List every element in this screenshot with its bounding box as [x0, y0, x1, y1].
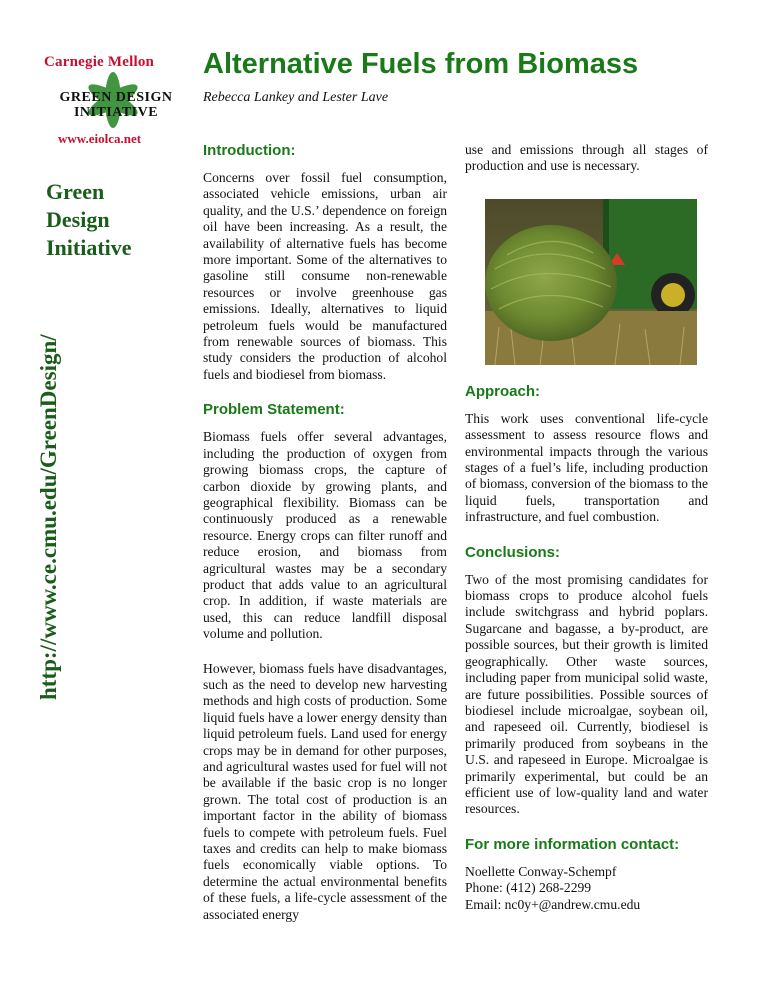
contact-heading: For more information contact: [465, 835, 680, 853]
introduction-body: Concerns over fossil fuel consumption, associated vehicle emissions, urban air quality, and the U.S.’ dependence on foreign oil have been increasing. As a result, the availability of alternative fuels has become more important. Some of the alternatives to gasoline still consume non-renewable resources or involve greenhouse gas emissions. Ideally, alternatives to liquid petroleum fuels would be manufactured from renewable sources of biomass. This study considers the production of alcohol fuels and biodiesel from biomass. [203, 170, 447, 382]
right-column [465, 142, 708, 913]
contact-phone: Phone: (412) 268-2299 [465, 880, 592, 896]
conclusions-body: Two of the most promising candidates for biomass crops to produce alcohol fuels include switchgrass and hybrid poplars. Sugarcane and bagasse, a by-product, are possible sources, but their growth is limited geographically. Other waste sources, including paper from municipal solid waste, are future possibilities. Possible sources of biodiesel include microalgae, soybean oil, and rapeseed oil. Currently, biodiesel is primarily produced from soybeans in the U.S. and rapeseed in Europe. Microalgae is primarily experimental, but could be an efficient use of low-quality land and water resources. [465, 571, 708, 817]
contact-name: Noellette Conway-Schempf [465, 863, 617, 879]
authors: Rebecca Lankey and Lester Lave [203, 90, 389, 105]
page-title: Alternative Fuels from Biomass [203, 48, 639, 80]
contact-email[interactable]: Email: nc0y+@andrew.cmu.edu [465, 896, 641, 912]
conclusions-heading: Conclusions: [465, 543, 561, 561]
initiative-line-3: Initiative [46, 235, 132, 260]
left-column [203, 142, 447, 923]
logo-line-1: GREEN DESIGN [59, 90, 173, 105]
problem-body-1: Biomass fuels offer several advantages, including the production of oxygen from growing biomass crops, the capture of carbon dioxide by growing plants, and geographical flexibility. Biomass can be continuously produced as a renewable resource. Energy crops can filter runoff and reduce erosion, and biomass from agricultural wastes may be a secondary product that adds value to an agricultural crop. In addition, if waste materials are used, this can reduce landfill disposal volume and pollution. [203, 429, 447, 642]
problem-heading: Problem Statement: [203, 401, 345, 419]
website-link[interactable]: www.eiolca.net [58, 131, 142, 146]
problem-continuation: use and emissions through all stages of production and use is necessary. [465, 142, 708, 174]
initiative-heading [46, 178, 166, 262]
approach-body: This work uses conventional life-cycle assessment to assess resource flows and environmental impacts through the various stages of a fuel’s life, including production of biomass, conversion of the biomass to the liquid fuels, transportation and infrastructure, and fuel combustion. [465, 410, 708, 525]
problem-body-2: However, biomass fuels have disadvantages, such as the need to develop new harvesting methods and high costs of production. Some liquid fuels have a lower energy density than liquid petroleum fuels. Land used for energy crops may be in demand for other purposes, and agricultural wastes used for fuel will not be available if the basic crop is no longer grown. The total cost of production is an important factor in the ability of biomass fuels to compete with petroleum fuels. Fuel taxes and credits can help to make biomass fuels economically viable options. To determine the actual environmental benefits of these fuels, a life-cycle assessment of the associated energy [203, 660, 447, 922]
initiative-line-2: Design [46, 207, 110, 232]
cmu-wordmark: Carnegie Mellon [44, 54, 155, 70]
logo-line-2: INITIATIVE [73, 105, 159, 120]
initiative-line-1: Green [46, 179, 105, 204]
introduction-heading: Introduction: [203, 142, 296, 159]
green-design-initiative-logo [38, 72, 188, 132]
hay-baler-photo [485, 199, 697, 365]
vertical-url-link[interactable]: http://www.ce.cmu.edu/GreenDesign/ [36, 334, 61, 700]
approach-heading: Approach: [465, 382, 540, 400]
